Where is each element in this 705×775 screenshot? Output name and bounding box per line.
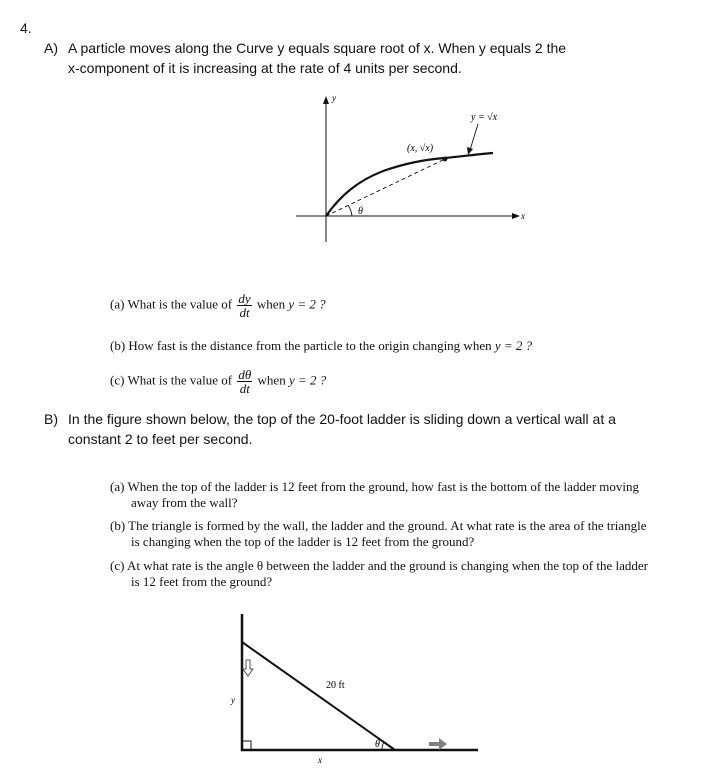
part-a-question-c	[110, 368, 326, 395]
part-a-question-a	[110, 292, 326, 319]
ladder-angle-label: θ	[375, 739, 380, 750]
ground-distance-label: x	[318, 755, 322, 765]
right-angle-marker	[242, 741, 251, 750]
sqrt-curve	[326, 153, 493, 216]
part-b-question-c-line2: is 12 feet from the ground?	[131, 574, 273, 589]
part-b-question-a-line1: (a) When the top of the ladder is 12 feet from the ground, how fast is the bottom of the ladder moving	[110, 479, 640, 494]
fraction-denominator: dt	[239, 305, 250, 320]
x-axis-arrow-icon	[512, 213, 520, 219]
problem-number: 4.	[20, 20, 32, 36]
part-a-question-b	[110, 337, 532, 354]
ladder-line	[242, 642, 395, 750]
question-c-suffix: when	[257, 372, 286, 388]
question-c-prefix: (c) What is the value of	[110, 372, 233, 388]
angle-arc	[348, 205, 352, 216]
curve-label: y = √x	[471, 112, 498, 123]
particle-point	[443, 157, 448, 162]
down-arrow-icon	[243, 660, 253, 676]
question-b-text: (b) How fast is the distance from the particle to the origin changing when	[110, 338, 492, 353]
part-b-intro-line1: In the figure shown below, the top of the 20-foot ladder is sliding down a vertical wall at a	[68, 411, 616, 427]
fraction-denominator: dt	[239, 381, 250, 396]
question-b-condition: y = 2 ?	[494, 338, 533, 353]
question-a-condition: y = 2 ?	[288, 296, 326, 312]
part-a-intro-line1: A particle moves along the Curve y equals square root of x. When y equals 2 the	[68, 40, 567, 56]
part-a-intro-line2: x-component of it is increasing at the rate of 4 units per second.	[68, 60, 462, 76]
question-c-condition: y = 2 ?	[288, 372, 327, 388]
y-axis-arrow-icon	[323, 96, 329, 104]
fraction-numerator: dθ	[238, 367, 252, 382]
y-axis-label: y	[332, 93, 336, 103]
x-axis-label: x	[521, 211, 525, 221]
part-b-question-c-line1: (c) At what rate is the angle θ between the ladder and the ground is changing when the top of the ladder	[110, 558, 648, 573]
distance-line	[326, 159, 445, 216]
dy-dt-fraction	[237, 292, 251, 319]
curve-pointer	[470, 124, 478, 150]
right-arrow-icon	[429, 738, 447, 750]
curve-pointer-arrow-icon	[467, 147, 473, 155]
dtheta-dt-fraction	[237, 368, 252, 395]
part-b-intro-line2: constant 2 to feet per second.	[68, 431, 253, 447]
part-b-question-b-line1: (b) The triangle is formed by the wall, the ladder and the ground. At what rate is the area of the triangle	[110, 518, 647, 533]
angle-label: θ	[358, 206, 363, 217]
part-b-question-a-line2: away from the wall?	[131, 495, 238, 510]
curve-figure	[290, 88, 530, 248]
question-a-prefix: (a) What is the value of	[110, 296, 233, 312]
part-b-label: B)	[44, 411, 58, 427]
part-b-question-b-line2: is changing when the top of the ladder is 12 feet from the ground?	[131, 534, 475, 549]
part-a-label: A)	[44, 40, 58, 56]
wall-height-label: y	[231, 695, 235, 705]
fraction-numerator: dy	[238, 291, 251, 306]
ladder-length-label: 20 ft	[326, 680, 345, 691]
point-label: (x, √x)	[407, 143, 434, 154]
question-a-suffix: when	[256, 296, 286, 312]
ladder-figure	[225, 608, 490, 768]
